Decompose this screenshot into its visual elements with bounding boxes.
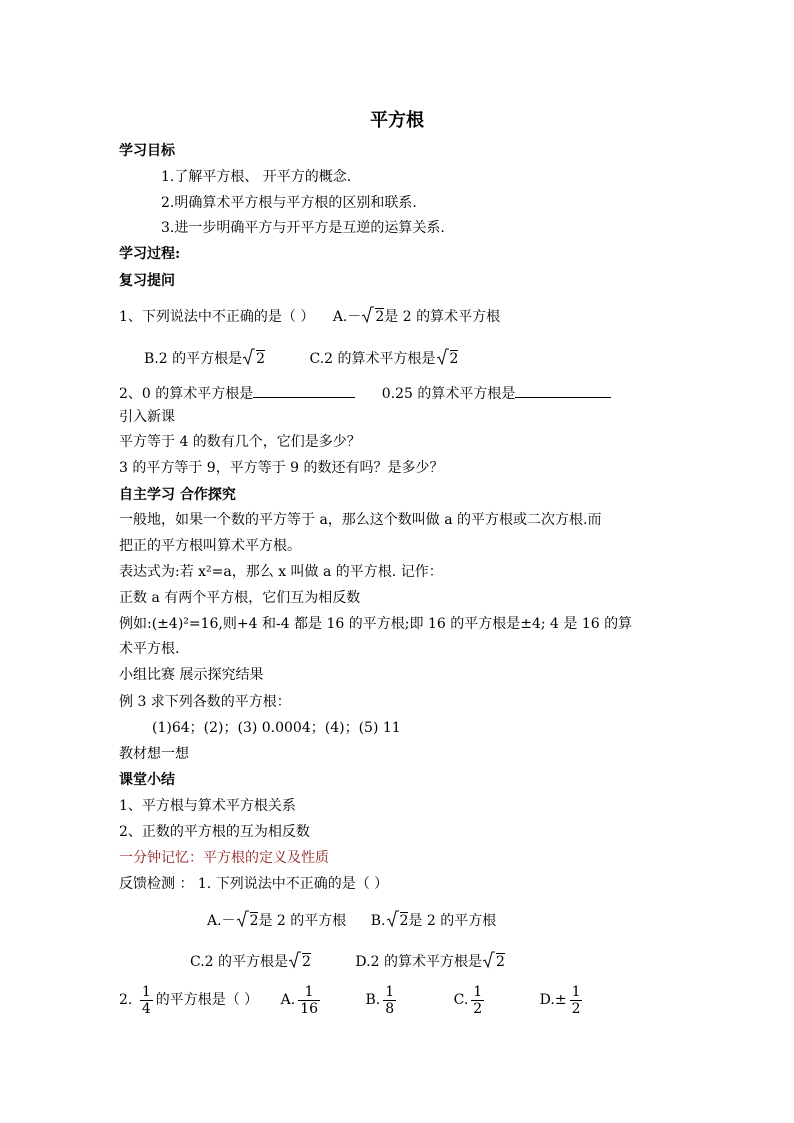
- sqrt-sign-icon: [237, 910, 249, 928]
- sqrt-sign-icon: [387, 910, 399, 928]
- feedback-options-ab: [207, 910, 496, 930]
- feedback-option-a-radicand: 2: [249, 913, 259, 929]
- goal-item-1: 1.了解平方根、 开平方的概念.: [161, 169, 352, 185]
- fraction-denominator: 4: [141, 1000, 151, 1017]
- answer-blank[interactable]: [515, 383, 611, 398]
- feedback-options-cd: [190, 951, 505, 971]
- review-q1-option-b-prefix: B.2 的平方根是: [144, 351, 243, 367]
- summary-heading: 课堂小结: [119, 772, 175, 788]
- review-q2: [119, 383, 611, 403]
- explore-p1: 一般地，如果一个数的平方等于 a，那么这个数叫做 a 的平方根或二次方根.而: [119, 512, 602, 528]
- feedback-q2-choice-c-label: C.: [453, 992, 469, 1008]
- review-q2-part-b: 0.25 的算术平方根是: [381, 386, 516, 402]
- feedback-stem: 反馈检测 ： 1. 下列说法中不正确的是（ ）: [119, 876, 389, 892]
- feedback-q2: [119, 982, 585, 1018]
- goals-heading: 学习目标: [119, 143, 175, 159]
- group-example-3: 例 3 求下列各数的平方根：: [119, 694, 291, 710]
- summary-item-1: 1、平方根与算术平方根关系: [119, 798, 296, 814]
- review-q1-option-a-prefix: A.－: [332, 309, 362, 325]
- summary-memory: 一分钟记忆：平方根的定义及性质: [119, 850, 329, 866]
- feedback-option-a-prefix: A.－: [207, 913, 236, 929]
- explore-heading: 自主学习 合作探究: [119, 487, 236, 503]
- summary-item-2: 2、正数的平方根的互为相反数: [119, 824, 310, 840]
- intro-line-2: 3 的平方等于 9，平方等于 9 的数还有吗？是多少？: [119, 460, 444, 476]
- fraction-numerator: 1: [298, 984, 320, 1001]
- review-q1-option-c-prefix: C.2 的算术平方根是: [309, 351, 436, 367]
- group-think: 教材想一想: [119, 746, 189, 762]
- intro-heading: 引入新课: [119, 409, 175, 425]
- fraction-numerator: 1: [385, 983, 395, 1000]
- feedback-q2-number: 2.: [119, 992, 133, 1008]
- process-heading: 学习过程:: [119, 246, 181, 262]
- fraction-denominator: 2: [473, 1000, 483, 1017]
- review-q1-option-c-radicand: 2: [449, 351, 459, 367]
- review-q1-option-a-suffix: 是 2 的算术平方根: [384, 309, 501, 325]
- sqrt-sign-icon: [289, 951, 301, 969]
- review-q1-option-a-radicand: 2: [375, 309, 385, 325]
- fraction-denominator: 8: [385, 1000, 395, 1017]
- page-title: 平方根: [370, 110, 424, 131]
- feedback-option-b-suffix: 是 2 的平方根: [408, 913, 497, 929]
- explore-p5: 例如:(±4)²=16,则+4 和-4 都是 16 的平方根;即 16 的平方根是±4; 4 是 16 的算: [119, 616, 633, 632]
- sqrt-sign-icon: [243, 348, 255, 366]
- group-heading: 小组比赛 展示探究结果: [119, 667, 264, 683]
- fraction: [570, 984, 583, 1017]
- answer-blank[interactable]: [253, 383, 355, 398]
- explore-p4: 正数 a 有两个平方根，它们互为相反数: [119, 590, 361, 606]
- feedback-q2-text: 的平方根是（ ）: [155, 992, 259, 1008]
- feedback-option-b-prefix: B.: [370, 913, 386, 929]
- feedback-option-a-suffix: 是 2 的平方根: [258, 913, 347, 929]
- fraction-numerator: 1: [571, 983, 581, 1000]
- explore-p6: 术平方根.: [119, 641, 180, 657]
- review-q1-option-b-radicand: 2: [256, 351, 266, 367]
- feedback-q2-choice-a-label: A.: [280, 992, 296, 1008]
- intro-line-1: 平方等于 4 的数有几个，它们是多少？: [119, 434, 361, 450]
- sqrt-sign-icon: [362, 306, 374, 324]
- feedback-option-d-prefix: D.2 的算术平方根是: [355, 954, 482, 970]
- explore-p2: 把正的平方根叫算术平方根。: [119, 538, 301, 554]
- goal-item-2: 2.明确算术平方根与平方根的区别和联系.: [161, 195, 417, 211]
- feedback-option-c-prefix: C.2 的平方根是: [190, 954, 289, 970]
- fraction: [383, 984, 396, 1017]
- group-example-items: (1)64；(2)；(3) 0.0004；(4)；(5) 11: [152, 720, 401, 736]
- explore-p3: 表达式为:若 x²=a，那么 x 叫做 a 的平方根. 记作：: [119, 564, 443, 580]
- feedback-option-b-radicand: 2: [399, 913, 409, 929]
- fraction-denominator: 16: [300, 1000, 319, 1017]
- review-heading: 复习提问: [119, 273, 175, 289]
- feedback-q2-choice-b-label: B.: [365, 992, 381, 1008]
- fraction-numerator: 1: [141, 983, 151, 1000]
- feedback-q2-choice-d-label: D.±: [539, 992, 567, 1008]
- feedback-option-c-radicand: 2: [302, 954, 311, 970]
- fraction: [471, 984, 484, 1017]
- fraction-denominator: 2: [571, 1000, 581, 1017]
- review-q1-options-bc: [144, 348, 458, 368]
- review-q1-stem: 1、下列说法中不正确的是（ ）: [119, 309, 315, 325]
- fraction: [140, 984, 153, 1017]
- review-q2-part-a: 2、0 的算术平方根是: [119, 386, 254, 402]
- fraction-numerator: 1: [473, 983, 483, 1000]
- fraction: [298, 984, 320, 1017]
- sqrt-sign-icon: [437, 348, 449, 366]
- goal-item-3: 3.进一步明确平方与开平方是互逆的运算关系.: [161, 220, 445, 236]
- review-q1: [119, 306, 500, 326]
- feedback-option-d-radicand: 2: [495, 954, 505, 970]
- sqrt-sign-icon: [483, 951, 495, 969]
